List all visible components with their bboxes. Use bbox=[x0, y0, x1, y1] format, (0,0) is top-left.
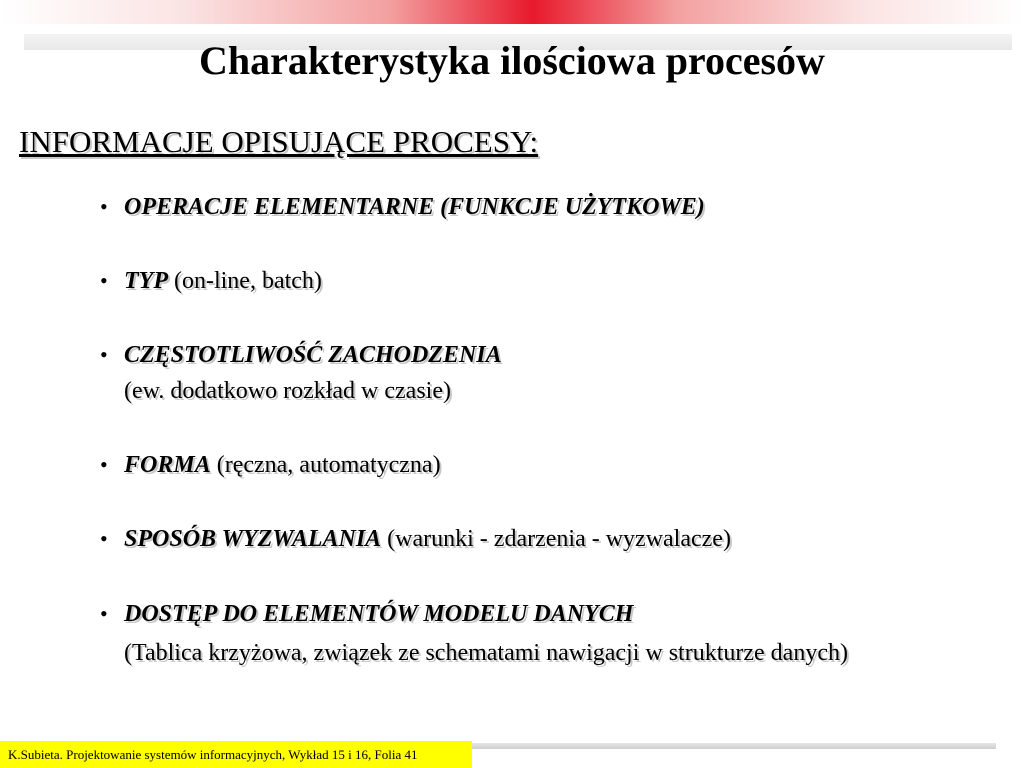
section-heading: INFORMACJE OPISUJĄCE PROCESY: bbox=[19, 124, 539, 159]
bullet-icon: • bbox=[100, 342, 108, 367]
item-main: DOSTĘP DO ELEMENTÓW MODELU DANYCH bbox=[124, 601, 634, 627]
list-item bbox=[100, 192, 705, 222]
bullet-icon: • bbox=[100, 194, 108, 219]
list-item bbox=[100, 599, 633, 629]
bullet-icon: • bbox=[100, 268, 108, 293]
list-item bbox=[100, 340, 502, 370]
bullet-icon: • bbox=[100, 526, 108, 551]
list-item bbox=[100, 266, 322, 296]
item-main: FORMA bbox=[124, 452, 211, 478]
footer-caption: K.Subieta. Projektowanie systemów informacyjnych, Wykład 15 i 16, Folia 41 bbox=[0, 741, 472, 768]
bullet-icon: • bbox=[100, 601, 108, 626]
list-item bbox=[100, 450, 441, 480]
item-main: TYP bbox=[124, 268, 168, 294]
list-item bbox=[100, 524, 731, 554]
item-note: (Tablica krzyżowa, związek ze schematami nawigacji w strukturze danych) bbox=[124, 640, 848, 666]
item-note: (ew. dodatkowo rozkład w czasie) bbox=[124, 378, 451, 404]
item-detail: (warunki - zdarzenia - wyzwalacze) bbox=[387, 526, 731, 552]
bullet-icon: • bbox=[100, 452, 108, 477]
item-main: SPOSÓB WYZWALANIA bbox=[124, 526, 382, 552]
item-detail: (on-line, batch) bbox=[173, 268, 322, 294]
item-main: CZĘSTOTLIWOŚĆ ZACHODZENIA bbox=[124, 342, 502, 368]
slide-title: Charakterystyka ilościowa procesów bbox=[199, 38, 825, 83]
top-gradient-bar bbox=[0, 0, 1024, 24]
item-main: OPERACJE ELEMENTARNE (FUNKCJE UŻYTKOWE) bbox=[124, 194, 705, 220]
item-detail: (ręczna, automatyczna) bbox=[216, 452, 441, 478]
